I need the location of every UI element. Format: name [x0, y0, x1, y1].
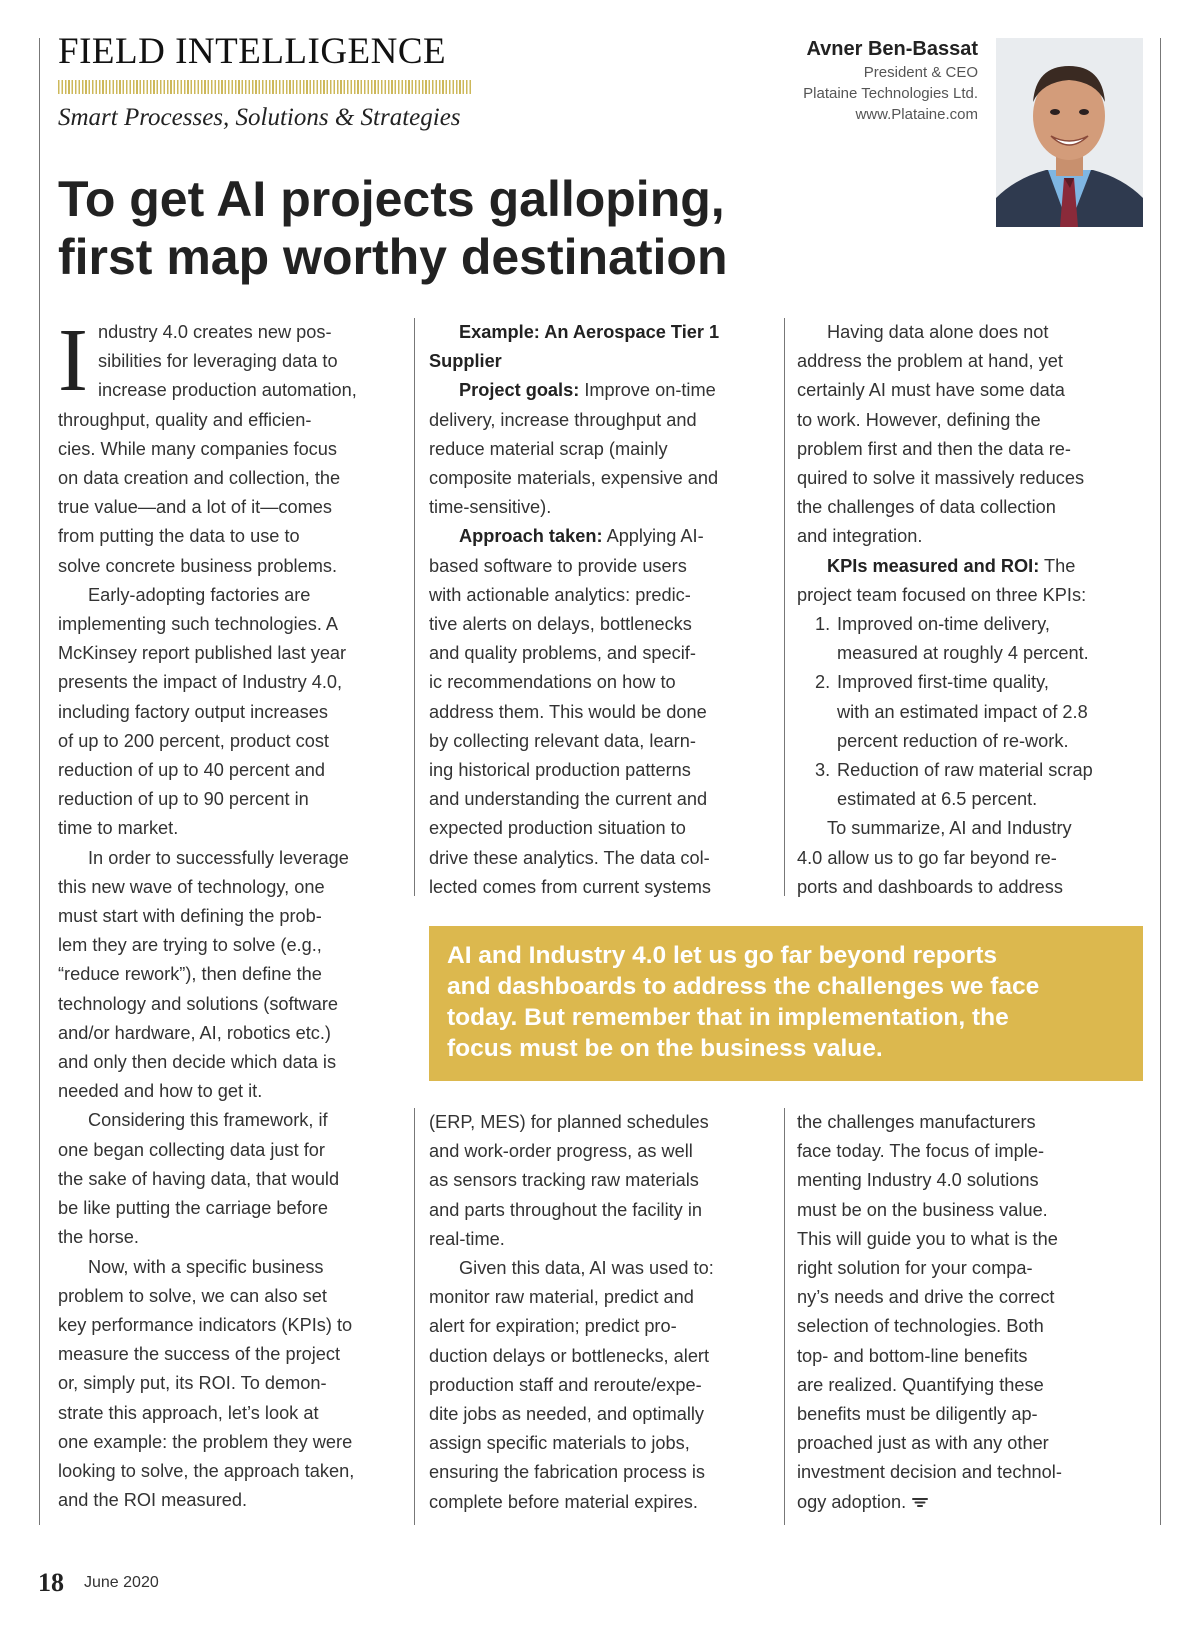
text-line: ensuring the fabrication process is [429, 1462, 705, 1483]
kpi-list-item [797, 610, 1147, 639]
column-divider-2 [784, 318, 785, 896]
text-line: time to market. [58, 818, 179, 839]
drop-cap: I [58, 311, 88, 410]
text-line: one began collecting data just for [58, 1139, 325, 1160]
issue-date: June 2020 [84, 1574, 159, 1591]
text-line: throughput, quality and efficien- [58, 409, 312, 430]
text-line: ny’s needs and drive the correct [797, 1287, 1055, 1308]
goals-label: Project goals: [459, 380, 580, 401]
text-line: benefits must be diligently ap- [797, 1404, 1038, 1425]
text-line: reduction of up to 90 percent in [58, 789, 309, 810]
text-line: real-time. [429, 1228, 505, 1249]
text-line: Applying AI- [602, 526, 704, 547]
text-line: and quality problems, and specif- [429, 643, 696, 664]
section-subtitle: Smart Processes, Solutions & Strategies [58, 104, 461, 131]
kpi-text: Improved first-time quality, [837, 672, 1049, 693]
text-line: face today. The focus of imple- [797, 1141, 1045, 1162]
text-line: The [1039, 555, 1076, 576]
decorative-rule [58, 80, 471, 94]
kpi-list-item-cont: percent reduction of re-work. [837, 730, 1069, 751]
kpi-number: 1. [815, 614, 831, 635]
pull-quote-line: AI and Industry 4.0 let us go far beyond reports [447, 942, 997, 969]
text-line: Having data alone does not [827, 322, 1049, 342]
text-line: from putting the data to use to [58, 526, 300, 547]
kpi-list-item-cont: measured at roughly 4 percent. [837, 643, 1089, 664]
text-line: ic recommendations on how to [429, 672, 676, 693]
text-line: To summarize, AI and Industry [827, 818, 1072, 839]
column-divider-1 [414, 318, 415, 896]
text-line: problem to solve, we can also set [58, 1285, 327, 1306]
kpi-list-item-cont: with an estimated impact of 2.8 [837, 701, 1088, 722]
text-line: (ERP, MES) for planned schedules [429, 1112, 709, 1132]
text-line: duction delays or bottlenecks, alert [429, 1345, 710, 1366]
kpi-list-item [797, 756, 1147, 785]
text-line: lem they are trying to solve (e.g., [58, 935, 322, 956]
section-title: FIELD INTELLIGENCE [58, 31, 447, 72]
text-line: ogy adoption. [797, 1491, 907, 1512]
end-of-article-icon [912, 1496, 928, 1510]
text-line: this new wave of technology, one [58, 876, 325, 897]
column-divider-4 [784, 1108, 785, 1525]
author-role: President & CEO [863, 64, 978, 81]
text-line: key performance indicators (KPIs) to [58, 1314, 353, 1335]
column-divider-3 [414, 1108, 415, 1525]
text-line: needed and how to get it. [58, 1081, 263, 1102]
pull-quote-text [447, 940, 1127, 1064]
text-line: must start with defining the prob- [58, 906, 322, 927]
text-line: technology and solutions (software [58, 993, 339, 1014]
text-line: investment decision and technol- [797, 1462, 1062, 1483]
text-line: ndustry 4.0 creates new pos- [97, 322, 332, 342]
text-line: reduction of up to 40 percent and [58, 760, 325, 781]
page-number: 18 [38, 1568, 64, 1597]
text-line: one example: the problem they were [58, 1431, 353, 1452]
text-line: selection of technologies. Both [797, 1316, 1044, 1337]
text-line: Considering this framework, if [88, 1110, 328, 1131]
example-heading: Supplier [429, 351, 502, 372]
text-line: as sensors tracking raw materials [429, 1170, 699, 1191]
text-line: “reduce rework”), then define the [58, 964, 322, 985]
article-column-1 [58, 311, 403, 1515]
text-line: Improve on-time [579, 380, 716, 401]
text-line: and only then decide which data is [58, 1052, 337, 1073]
text-line: In order to successfully leverage [88, 847, 349, 868]
text-line: looking to solve, the approach taken, [58, 1460, 355, 1481]
text-line: to work. However, defining the [797, 409, 1041, 430]
kpi-list-item [797, 668, 1147, 697]
left-margin-rule [39, 38, 40, 1525]
text-line: address the problem at hand, yet [797, 351, 1063, 372]
text-line: top- and bottom-line benefits [797, 1345, 1028, 1366]
text-line: certainly AI must have some data [797, 380, 1065, 401]
text-line: problem first and then the data re- [797, 438, 1071, 459]
text-line: and understanding the current and [429, 789, 708, 810]
text-line: true value—and a lot of it—comes [58, 497, 332, 518]
author-name: Avner Ben-Bassat [806, 38, 978, 60]
pull-quote-line: and dashboards to address the challenges we face [447, 973, 1040, 1000]
text-line: and parts throughout the facility in [429, 1199, 702, 1220]
author-block [803, 36, 978, 125]
article-column-2-top [429, 318, 774, 902]
example-heading: Example: An Aerospace Tier 1 [459, 322, 720, 342]
article-headline [58, 170, 728, 286]
text-line: or, simply put, its ROI. To demon- [58, 1373, 327, 1394]
text-line: sibilities for leveraging data to [97, 351, 338, 372]
text-line: the challenges of data collection [797, 497, 1056, 518]
text-line: based software to provide users [429, 555, 687, 576]
text-line: on data creation and collection, the [58, 468, 341, 489]
text-line: by collecting relevant data, learn- [429, 730, 696, 751]
right-margin-rule [1160, 38, 1161, 1525]
text-line: Given this data, AI was used to: [459, 1258, 714, 1279]
kpi-number: 3. [815, 760, 831, 781]
approach-label: Approach taken: [459, 526, 603, 547]
text-line: tive alerts on delays, bottlenecks [429, 614, 692, 635]
text-line: production staff and reroute/expe- [429, 1374, 702, 1395]
text-line: be like putting the carriage before [58, 1198, 328, 1219]
text-line: Now, with a specific business [88, 1256, 324, 1277]
text-line: composite materials, expensive and [429, 468, 719, 489]
text-line: of up to 200 percent, product cost [58, 730, 329, 751]
text-line: complete before material expires. [429, 1491, 698, 1512]
headline-line-2: first map worthy destination [58, 229, 728, 285]
text-line: Early-adopting factories are [88, 584, 311, 605]
text-line: lected comes from current systems [429, 876, 711, 897]
text-line: are realized. Quantifying these [797, 1374, 1044, 1395]
text-line: and the ROI measured. [58, 1490, 248, 1511]
kpi-text: Reduction of raw material scrap [837, 760, 1093, 781]
text-line: cies. While many companies focus [58, 438, 337, 459]
kpi-number: 2. [815, 672, 831, 693]
text-line: solve concrete business problems. [58, 555, 338, 576]
article-column-3-bottom [797, 1108, 1147, 1517]
text-line: the horse. [58, 1227, 139, 1248]
author-company: Plataine Technologies Ltd. [803, 85, 978, 102]
text-line: delivery, increase throughput and [429, 409, 697, 430]
text-line: expected production situation to [429, 818, 686, 839]
text-line: quired to solve it massively reduces [797, 468, 1085, 489]
text-line: right solution for your compa- [797, 1258, 1033, 1279]
text-line: the sake of having data, that would [58, 1168, 340, 1189]
text-line: measure the success of the project [58, 1344, 341, 1365]
text-line: and work-order progress, as well [429, 1141, 693, 1162]
text-line: assign specific materials to jobs, [429, 1433, 690, 1454]
text-line: the challenges manufacturers [797, 1112, 1036, 1132]
author-photo [996, 38, 1143, 227]
pull-quote-line: focus must be on the business value. [447, 1035, 883, 1062]
article-column-3-top [797, 318, 1147, 902]
article-column-2-bottom [429, 1108, 774, 1517]
text-line: increase production automation, [97, 380, 357, 401]
text-line: monitor raw material, predict and [429, 1287, 694, 1308]
kpi-list [797, 610, 1147, 814]
text-line: dite jobs as needed, and optimally [429, 1404, 705, 1425]
text-line: address them. This would be done [429, 701, 707, 722]
text-line: proached just as with any other [797, 1433, 1049, 1454]
kpi-label: KPIs measured and ROI: [827, 555, 1040, 576]
text-line: project team focused on three KPIs: [797, 584, 1087, 605]
text-line: reduce material scrap (mainly [429, 438, 668, 459]
kpi-list-item-cont: estimated at 6.5 percent. [837, 789, 1038, 810]
headline-line-1: To get AI projects galloping, [58, 171, 725, 227]
text-line: including factory output increases [58, 701, 328, 722]
text-line: time-sensitive). [429, 497, 552, 518]
text-line: and/or hardware, AI, robotics etc.) [58, 1022, 331, 1043]
text-line: implementing such technologies. A [58, 614, 339, 635]
text-line: and integration. [797, 526, 923, 547]
text-line: alert for expiration; predict pro- [429, 1316, 677, 1337]
text-line: must be on the business value. [797, 1199, 1048, 1220]
text-line: drive these analytics. The data col- [429, 847, 710, 868]
pull-quote-line: today. But remember that in implementation, the [447, 1004, 1009, 1031]
text-line: 4.0 allow us to go far beyond re- [797, 847, 1057, 868]
text-line: ing historical production patterns [429, 760, 691, 781]
text-line: menting Industry 4.0 solutions [797, 1170, 1039, 1191]
text-line: ports and dashboards to address [797, 876, 1063, 897]
text-line: McKinsey report published last year [58, 643, 347, 664]
kpi-text: Improved on-time delivery, [837, 614, 1050, 635]
text-line: strate this approach, let’s look at [58, 1402, 319, 1423]
text-line: This will guide you to what is the [797, 1228, 1058, 1249]
text-line: presents the impact of Industry 4.0, [58, 672, 343, 693]
author-website: www.Plataine.com [855, 106, 978, 123]
text-line: with actionable analytics: predic- [429, 584, 691, 605]
